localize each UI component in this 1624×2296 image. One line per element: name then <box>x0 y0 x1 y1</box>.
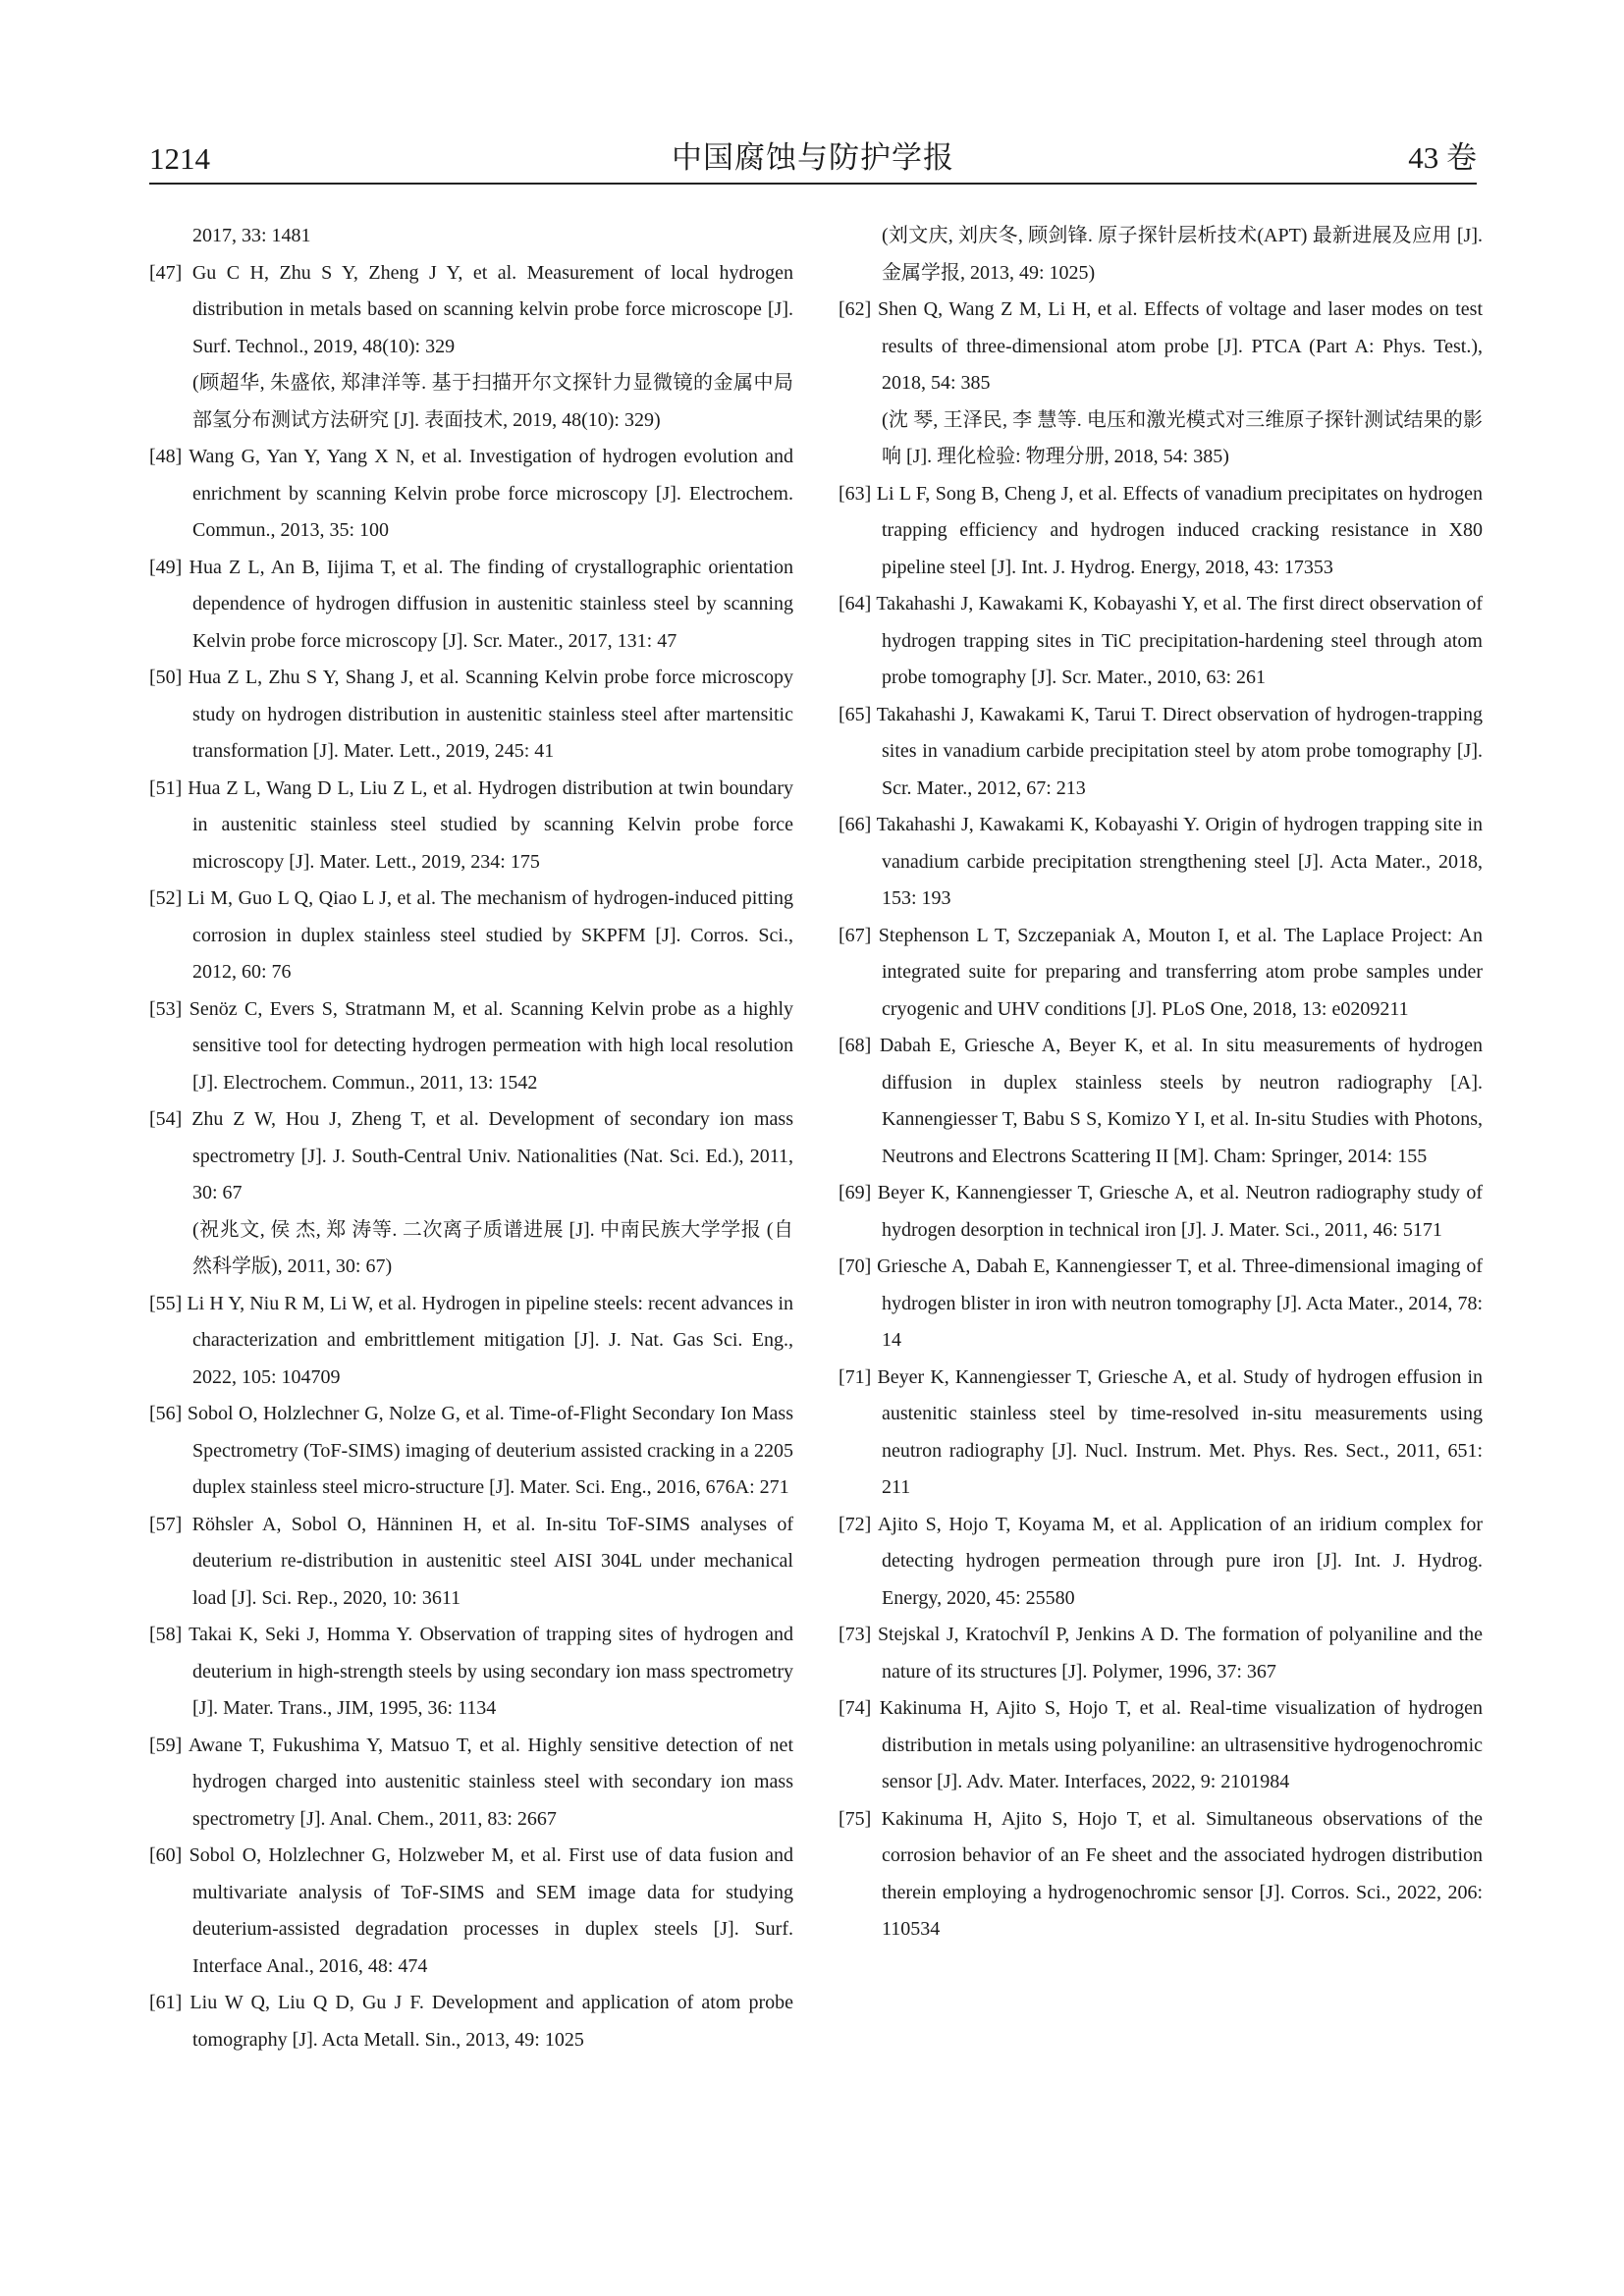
reference-item <box>839 292 1483 476</box>
reference-text: Kakinuma H, Ajito S, Hojo T, et al. Real-time visualization of hydrogen distribution in metals using polyaniline: an ultrasensitive hydrogenochromic sensor [J]. Adv. Mater. Interfaces, 2022, 9: 2101984 <box>879 1697 1483 1792</box>
reference-text: Takahashi J, Kawakami K, Kobayashi Y, et al. The first direct observation of hydrogen trapping sites in TiC precipitation-hardening steel through atom probe tomography [J]. Scr. Mater., 2010, 63: 261 <box>876 593 1484 688</box>
reference-item <box>149 1728 793 1839</box>
reference-text: Kakinuma H, Ajito S, Hojo T, et al. Simultaneous observations of the corrosion behavior of an Fe sheet and the associated hydrogen distribution therein employing a hydrogenochromic sensor [J]. Corros. Sci., 2022, 206: 110534 <box>881 1807 1484 1940</box>
reference-text: Hua Z L, Wang D L, Liu Z L, et al. Hydrogen distribution at twin boundary in austenitic stainless steel studied by scanning Kelvin probe force microscopy [J]. Mater. Lett., 2019, 234: 175 <box>188 776 794 873</box>
reference-number: [69] <box>839 1182 872 1203</box>
reference-text: Awane T, Fukushima Y, Matsuo T, et al. Highly sensitive detection of net hydrogen charged into austenitic stainless steel with secondary ion mass spectrometry [J]. Anal. Chem., 2011, 83: 2667 <box>188 1734 793 1830</box>
reference-item <box>839 476 1483 587</box>
reference-number: [73] <box>839 1624 872 1645</box>
reference-item <box>149 1101 793 1286</box>
reference-number: [66] <box>839 814 872 835</box>
reference-item <box>839 1617 1483 1690</box>
reference-item <box>149 991 793 1102</box>
reference-number: [61] <box>149 1992 183 2013</box>
page-header <box>149 130 1477 185</box>
reference-text: Takai K, Seki J, Homma Y. Observation of trapping sites of hydrogen and deuterium in high-strength steels by using secondary ion mass spectrometry [J]. Mater. Trans., JIM, 1995, 36: 1134 <box>189 1624 794 1719</box>
reference-number: [53] <box>149 997 183 1020</box>
reference-text: Sobol O, Holzlechner G, Holzweber M, et al. First use of data fusion and multivariate analysis of ToF-SIMS and SEM image data for studying deuterium-assisted degradation processes in duplex steels [J]. Surf. Interface Anal., 2016, 48: 474 <box>189 1844 793 1977</box>
reference-chinese-text: (祝兆文, 侯 杰, 郑 涛等. 二次离子质谱进展 [J]. 中南民族大学学报 (自然科学版), 2011, 30: 67) <box>192 1218 793 1277</box>
reference-text: Shen Q, Wang Z M, Li H, et al. Effects of voltage and laser modes on test results of three-dimensional atom probe [J]. PTCA (Part A: Phys. Test.), 2018, 54: 385 <box>877 298 1484 394</box>
reference-number: [68] <box>839 1035 872 1056</box>
volume-label: 43 卷 <box>1408 140 1477 175</box>
reference-text: (刘文庆, 刘庆冬, 顾剑锋. 原子探针层析技术(APT) 最新进展及应用 [J]. 金属学报, 2013, 49: 1025) <box>882 225 1483 284</box>
reference-text: Li L F, Song B, Cheng J, et al. Effects of vanadium precipitates on hydrogen trapping efficiency and hydrogen induced cracking resistance in X80 pipeline steel [J]. Int. J. Hydrog. Energy, 2018, 43: 17353 <box>876 482 1483 578</box>
reference-column-right <box>839 218 1483 1949</box>
reference-item <box>149 218 793 255</box>
reference-text: Hua Z L, Zhu S Y, Shang J, et al. Scanning Kelvin probe force microscopy study on hydrogen distribution in austenitic stainless steel after martensitic transformation [J]. Mater. Lett., 2019, 245: 41 <box>188 667 794 762</box>
reference-item <box>149 1985 793 2058</box>
reference-number: [58] <box>149 1624 183 1645</box>
reference-number: [60] <box>149 1844 183 1866</box>
reference-item <box>839 1175 1483 1249</box>
reference-item <box>149 1838 793 1985</box>
reference-text: Hua Z L, An B, Iijima T, et al. The finding of crystallographic orientation dependence of hydrogen diffusion in austenitic stainless steel by scanning Kelvin probe force microscopy [J]. Scr. Mater., 2017, 131: 47 <box>189 556 793 652</box>
reference-item <box>839 1360 1483 1507</box>
reference-item <box>149 439 793 550</box>
reference-text: Liu W Q, Liu Q D, Gu J F. Development and application of atom probe tomography [J]. Acta Metall. Sin., 2013, 49: 1025 <box>189 1992 794 2051</box>
reference-text: Takahashi J, Kawakami K, Tarui T. Direct observation of hydrogen-trapping sites in vanadium carbide precipitation steel by atom probe tomography [J]. Scr. Mater., 2012, 67: 213 <box>876 703 1483 799</box>
reference-number: [56] <box>149 1403 183 1424</box>
reference-item <box>149 255 793 440</box>
reference-number: [50] <box>149 667 183 688</box>
reference-text: Beyer K, Kannengiesser T, Griesche A, et al. Neutron radiography study of hydrogen desorption in technical iron [J]. J. Mater. Sci., 2011, 46: 5171 <box>877 1182 1483 1241</box>
reference-number: [71] <box>839 1365 872 1388</box>
reference-item <box>839 586 1483 697</box>
reference-number: [63] <box>839 482 872 505</box>
reference-item <box>149 1617 793 1728</box>
reference-item <box>149 1396 793 1507</box>
reference-text: Zhu Z W, Hou J, Zheng T, et al. Development of secondary ion mass spectrometry [J]. J. South-Central Univ. Nationalities (Nat. Sci. Ed.), 2011, 30: 67 <box>191 1108 793 1203</box>
reference-number: [67] <box>839 924 872 946</box>
reference-column-left <box>149 218 793 2058</box>
reference-item <box>839 1249 1483 1360</box>
reference-item <box>149 1286 793 1397</box>
reference-text: Takahashi J, Kawakami K, Kobayashi Y. Origin of hydrogen trapping site in vanadium carbide precipitation strengthening steel [J]. Acta Mater., 2018, 153: 193 <box>876 814 1483 909</box>
reference-number: [47] <box>149 261 183 284</box>
reference-text: Li M, Guo L Q, Qiao L J, et al. The mechanism of hydrogen-induced pitting corrosion in duplex stainless steel studied by SKPFM [J]. Corros. Sci., 2012, 60: 76 <box>187 887 793 983</box>
reference-text: Röhsler A, Sobol O, Hänninen H, et al. In-situ ToF-SIMS analyses of deuterium re-distribution in austenitic steel AISI 304L under mechanical load [J]. Sci. Rep., 2020, 10: 3611 <box>191 1513 793 1609</box>
reference-item <box>149 550 793 661</box>
reference-chinese-text: (顾超华, 朱盛依, 郑津洋等. 基于扫描开尔文探针力显微镜的金属中局部氢分布测试方法研究 [J]. 表面技术, 2019, 48(10): 329) <box>192 372 793 431</box>
reference-item <box>839 1507 1483 1618</box>
reference-item <box>839 697 1483 808</box>
reference-number: [72] <box>839 1513 872 1535</box>
reference-number: [74] <box>839 1697 872 1719</box>
reference-text: Li H Y, Niu R M, Li W, et al. Hydrogen in pipeline steels: recent advances in characterization and embrittlement mitigation [J]. J. Nat. Gas Sci. Eng., 2022, 105: 104709 <box>187 1292 794 1388</box>
reference-number: [64] <box>839 593 872 614</box>
reference-number: [62] <box>839 298 872 320</box>
reference-text: Beyer K, Kannengiesser T, Griesche A, et al. Study of hydrogen effusion in austenitic stainless steel by time-resolved in-situ measurements using neutron radiography [J]. Nucl. Instrum. Met. Phys. Res. Sect., 2011, 651: 211 <box>877 1365 1484 1498</box>
reference-item <box>839 1690 1483 1801</box>
reference-text: Stephenson L T, Szczepaniak A, Mouton I, et al. The Laplace Project: An integrated suite for preparing and transferring atom probe samples under cryogenic and UHV conditions [J]. PLoS One, 2018, 13: e0209211 <box>878 924 1483 1020</box>
reference-item <box>839 1028 1483 1175</box>
reference-text: Ajito S, Hojo T, Koyama M, et al. Application of an iridium complex for detecting hydrogen permeation through pure iron [J]. Int. J. Hydrog. Energy, 2020, 45: 25580 <box>877 1513 1483 1609</box>
reference-item <box>839 918 1483 1029</box>
page-number: 1214 <box>149 141 210 176</box>
reference-item <box>149 881 793 991</box>
reference-number: [52] <box>149 887 183 909</box>
reference-text: Stejskal J, Kratochvíl P, Jenkins A D. The formation of polyaniline and the nature of its structures [J]. Polymer, 1996, 37: 367 <box>877 1624 1483 1682</box>
reference-number: [57] <box>149 1513 183 1535</box>
reference-number: [48] <box>149 446 183 467</box>
reference-number: [75] <box>839 1807 872 1830</box>
reference-text: Sobol O, Holzlechner G, Nolze G, et al. Time-of-Flight Secondary Ion Mass Spectrometry (ToF-SIMS) imaging of deuterium assisted cracking in a 2205 duplex stainless steel micro-structure [J]. Mater. Sci. Eng., 2016, 676A: 271 <box>187 1403 794 1498</box>
reference-number: [49] <box>149 556 183 578</box>
reference-item <box>839 1801 1483 1949</box>
reference-item <box>839 807 1483 918</box>
reference-number: [51] <box>149 776 183 799</box>
reference-item <box>149 660 793 771</box>
reference-item <box>149 1507 793 1618</box>
reference-number: [65] <box>839 703 872 725</box>
reference-chinese-text: (沈 琴, 王泽民, 李 慧等. 电压和激光模式对三维原子探针测试结果的影响 [J]. 理化检验: 物理分册, 2018, 54: 385) <box>882 408 1483 467</box>
reference-text: Griesche A, Dabah E, Kannengiesser T, et al. Three-dimensional imaging of hydrogen blister in iron with neutron tomography [J]. Acta Mater., 2014, 78: 14 <box>877 1255 1484 1351</box>
reference-text: Dabah E, Griesche A, Beyer K, et al. In situ measurements of hydrogen diffusion in duplex stainless steels by neutron radiography [A]. Kannengiesser T, Babu S S, Komizo Y I, et al. In-situ Studies with Photons, Neutrons and Electrons Scattering II [M]. Cham: Springer, 2014: 155 <box>879 1035 1483 1167</box>
reference-number: [55] <box>149 1292 183 1314</box>
reference-number: [59] <box>149 1734 183 1756</box>
reference-text: 2017, 33: 1481 <box>192 225 311 246</box>
reference-number: [70] <box>839 1255 872 1277</box>
reference-text: Senöz C, Evers S, Stratmann M, et al. Scanning Kelvin probe as a highly sensitive tool for detecting hydrogen permeation with high local resolution [J]. Electrochem. Commun., 2011, 13: 1542 <box>189 997 793 1094</box>
reference-item <box>149 771 793 881</box>
journal-title: 中国腐蚀与防护学报 <box>672 140 954 175</box>
reference-text: Gu C H, Zhu S Y, Zheng J Y, et al. Measurement of local hydrogen distribution in metals based on scanning kelvin probe force microscope [J]. Surf. Technol., 2019, 48(10): 329 <box>191 261 794 357</box>
reference-text: Wang G, Yan Y, Yang X N, et al. Investigation of hydrogen evolution and enrichment by scanning Kelvin probe force microscopy [J]. Electrochem. Commun., 2013, 35: 100 <box>189 446 794 541</box>
reference-number: [54] <box>149 1108 183 1130</box>
reference-item <box>839 218 1483 292</box>
